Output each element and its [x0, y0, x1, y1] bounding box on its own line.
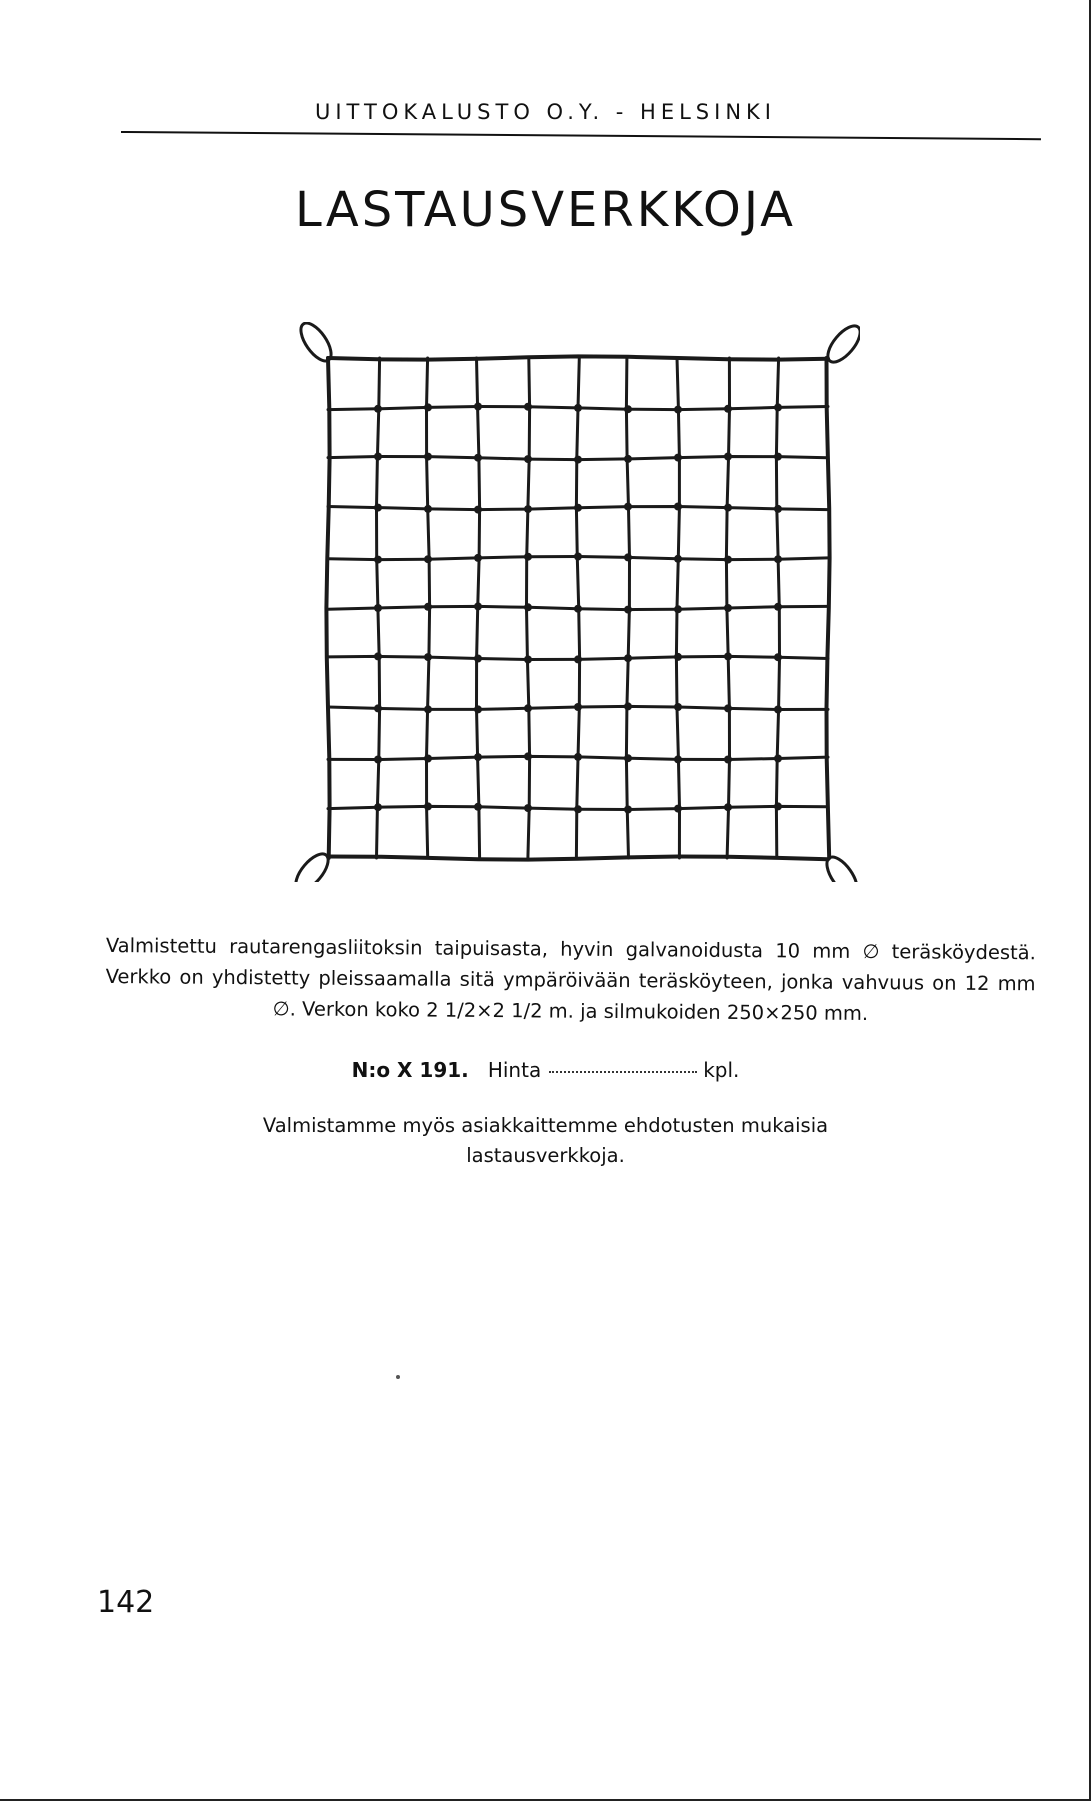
- net-ring-joint: [624, 806, 632, 814]
- net-ring-joint: [524, 804, 532, 812]
- net-ring-joint: [774, 603, 782, 611]
- net-ring-joint: [424, 802, 432, 810]
- net-ring-joint: [724, 405, 732, 413]
- net-ring-joint: [424, 755, 432, 763]
- custom-order-note: [0, 1111, 1091, 1171]
- net-ring-joint: [574, 553, 582, 561]
- net-ring-joint: [574, 456, 582, 464]
- net-ring-joint: [474, 602, 482, 610]
- net-ring-joint: [624, 606, 632, 614]
- net-ring-joint: [624, 503, 632, 511]
- net-ring-joint: [674, 703, 682, 711]
- net-ring-joint: [374, 453, 382, 461]
- net-ring-joint: [574, 703, 582, 711]
- net-ring-joint: [724, 704, 732, 712]
- page-title: LASTAUSVERKKOJA: [295, 182, 796, 238]
- net-ring-joint: [524, 752, 532, 760]
- net-ring-joint: [424, 403, 432, 411]
- net-ring-joint: [374, 704, 382, 712]
- net-corner-loop: [822, 322, 860, 367]
- net-ring-joint: [624, 754, 632, 762]
- net-ring-joint: [574, 805, 582, 813]
- order-line: [0, 1058, 1091, 1082]
- net-ring-joint: [674, 503, 682, 511]
- net-ring-joint: [674, 653, 682, 661]
- net-ring-joint: [774, 555, 782, 563]
- net-ring-joint: [374, 652, 382, 660]
- net-ring-joint: [674, 755, 682, 763]
- net-ring-joint: [724, 652, 732, 660]
- net-ring-joint: [624, 654, 632, 662]
- print-speck: [396, 1375, 400, 1379]
- price-dotted-leader: [549, 1071, 697, 1073]
- net-ring-joint: [374, 405, 382, 413]
- net-ring-joint: [624, 702, 632, 710]
- net-ring-joint: [424, 653, 432, 661]
- net-ring-joint: [724, 504, 732, 512]
- net-ring-joint: [474, 803, 482, 811]
- net-ring-joint: [674, 555, 682, 563]
- net-ring-joint: [524, 603, 532, 611]
- net-ring-joint: [524, 704, 532, 712]
- net-corner-loop: [295, 322, 337, 366]
- net-ring-joint: [424, 505, 432, 513]
- net-ring-joint: [424, 603, 432, 611]
- net-ring-joint: [424, 453, 432, 461]
- net-ring-joint: [524, 553, 532, 561]
- net-ring-joint: [474, 506, 482, 514]
- net-ring-joint: [774, 505, 782, 513]
- net-ring-joint: [374, 504, 382, 512]
- net-ring-joint: [674, 454, 682, 462]
- net-ring-joint: [724, 604, 732, 612]
- net-border-rope: [827, 358, 830, 858]
- net-ring-joint: [674, 605, 682, 613]
- net-ring-joint: [774, 706, 782, 714]
- net-ring-joint: [624, 405, 632, 413]
- net-ring-joint: [524, 505, 532, 513]
- header-rule: [121, 131, 1041, 140]
- net-ring-joint: [574, 404, 582, 412]
- net-ring-joint: [374, 803, 382, 811]
- net-ring-joint: [474, 454, 482, 462]
- net-ring-joint: [724, 453, 732, 461]
- cargo-net-illustration: [290, 322, 860, 882]
- net-ring-joint: [774, 802, 782, 810]
- net-ring-joint: [524, 403, 532, 411]
- net-ring-joint: [774, 755, 782, 763]
- net-ring-joint: [774, 653, 782, 661]
- net-border-rope: [328, 857, 828, 860]
- net-ring-joint: [524, 656, 532, 664]
- product-number: N:o X 191.: [351, 1058, 469, 1082]
- unit-label: kpl.: [703, 1058, 740, 1082]
- net-corner-loop: [821, 852, 860, 882]
- net-ring-joint: [774, 453, 782, 461]
- note-line-2: lastausverkkoja.: [466, 1144, 625, 1167]
- net-ring-joint: [374, 556, 382, 564]
- net-ring-joint: [624, 553, 632, 561]
- net-ring-joint: [474, 655, 482, 663]
- net-ring-joint: [424, 555, 432, 563]
- note-line-1: Valmistamme myös asiakkaittemme ehdotusten mukaisia: [262, 1114, 829, 1137]
- net-ring-joint: [574, 504, 582, 512]
- net-ring-joint: [474, 753, 482, 761]
- product-description: Valmistettu rautarengasliitoksin taipuisasta, hyvin galvanoidusta 10 mm ∅ teräsköydestä. Verkko on yhdistetty pleissaamalla sitä ympäröivään teräsköyteen, jonka vahvuus on 12 mm ∅. Verkon koko 2 1/2×2 1/2 m. ja silmukoiden 250×250 mm.: [105, 933, 1036, 1025]
- net-ring-joint: [574, 655, 582, 663]
- net-ring-joint: [474, 705, 482, 713]
- page-number: 142: [97, 1585, 155, 1620]
- net-ring-joint: [424, 705, 432, 713]
- net-ring-joint: [474, 403, 482, 411]
- net-ring-joint: [574, 753, 582, 761]
- price-label: Hinta: [487, 1058, 542, 1082]
- company-header: UITTOKALUSTO O.Y. - HELSINKI: [314, 100, 777, 124]
- net-ring-joint: [774, 403, 782, 411]
- net-ring-joint: [474, 554, 482, 562]
- net-ring-joint: [524, 455, 532, 463]
- net-ring-joint: [724, 556, 732, 564]
- net-ring-joint: [374, 604, 382, 612]
- net-ring-joint: [574, 605, 582, 613]
- net-ring-joint: [624, 455, 632, 463]
- net-ring-joint: [674, 805, 682, 813]
- net-ring-joint: [724, 803, 732, 811]
- net-ring-joint: [374, 756, 382, 764]
- net-ring-joint: [724, 756, 732, 764]
- net-ring-joint: [674, 406, 682, 414]
